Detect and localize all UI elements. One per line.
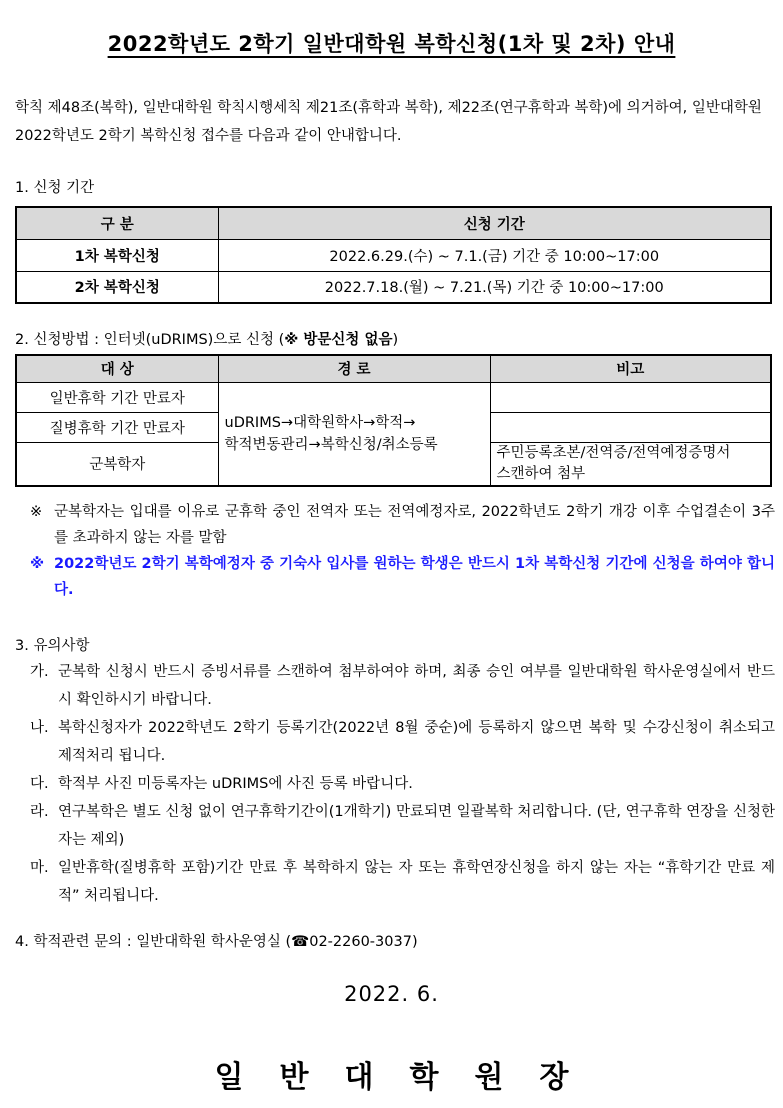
section2-heading-bold: ※ 방문신청 없음 bbox=[284, 332, 393, 348]
section2-heading-prefix: 2. 신청방법 : 인터넷(uDRIMS)으로 신청 ( bbox=[15, 332, 285, 348]
reference-mark: ※ bbox=[30, 504, 43, 520]
list-text: 복학신청자가 2022학년도 2학기 등록기간(2022년 8월 중순)에 등록하지 않으면 복학 및 수강신청이 취소되고 제적처리 됩니다. bbox=[58, 720, 775, 764]
list-text: 일반휴학(질병휴학 포함)기간 만료 후 복학하지 않는 자 또는 휴학연장신청을 하지 않는 자는 “휴학기간 만료 제적” 처리됩니다. bbox=[58, 860, 775, 904]
reference-mark: ※ bbox=[30, 556, 45, 572]
row-period: 2022.6.29.(수) ~ 7.1.(금) 기간 중 10:00~17:00 bbox=[218, 239, 771, 271]
list-item bbox=[30, 714, 775, 770]
table-row bbox=[16, 382, 771, 412]
notes-block bbox=[30, 499, 775, 603]
route-cell bbox=[218, 382, 490, 486]
col-header-target: 대 상 bbox=[16, 355, 218, 382]
target-cell: 질병휴학 기간 만료자 bbox=[16, 412, 218, 442]
list-text: 학적부 사진 미등록자는 uDRIMS에 사진 등록 바랍니다. bbox=[58, 776, 413, 792]
target-cell: 군복학자 bbox=[16, 442, 218, 486]
target-cell: 일반휴학 기간 만료자 bbox=[16, 382, 218, 412]
note-item-highlight bbox=[30, 551, 775, 603]
remark-cell-empty bbox=[490, 382, 771, 412]
table-row bbox=[16, 239, 771, 271]
list-text: 군복학 신청시 반드시 증빙서류를 스캔하여 첨부하여야 하며, 최종 승인 여부를 일반대학원 학사운영실에서 반드시 확인하시기 바랍니다. bbox=[58, 664, 775, 708]
list-marker: 나. bbox=[30, 720, 49, 736]
note-item bbox=[30, 499, 775, 551]
remark-line: 스캔하여 첨부 bbox=[496, 465, 586, 482]
row-label: 2차 복학신청 bbox=[16, 271, 218, 303]
list-text: 연구복학은 별도 신청 없이 연구휴학기간이(1개학기) 만료되면 일괄복학 처리합니다. (단, 연구휴학 연장을 신청한 자는 제외) bbox=[58, 804, 775, 848]
col-header-route: 경 로 bbox=[218, 355, 490, 382]
row-label: 1차 복학신청 bbox=[16, 239, 218, 271]
list-marker: 마. bbox=[30, 860, 49, 876]
section1-heading: 1. 신청 기간 bbox=[15, 180, 95, 196]
application-method-table bbox=[15, 354, 772, 487]
list-marker: 라. bbox=[30, 804, 49, 820]
phone-number: 02-2260-3037 bbox=[309, 934, 412, 950]
list-item bbox=[30, 854, 775, 910]
list-item bbox=[30, 658, 775, 714]
list-item bbox=[30, 770, 775, 798]
col-header-category: 구 분 bbox=[16, 207, 218, 239]
section2-heading-suffix: ) bbox=[392, 332, 399, 348]
remark-cell-empty bbox=[490, 412, 771, 442]
signature: 일반대학원장 bbox=[214, 1060, 605, 1095]
section4-heading bbox=[15, 930, 418, 951]
table-header-row bbox=[16, 355, 771, 382]
section4-prefix: 4. 학적관련 문의 : 일반대학원 학사운영실 ( bbox=[15, 934, 292, 950]
document-date: 2022. 6. bbox=[344, 982, 439, 1006]
list-item bbox=[30, 798, 775, 854]
section2-heading bbox=[15, 328, 398, 349]
section3-heading: 3. 유의사항 bbox=[15, 638, 90, 654]
list-marker: 다. bbox=[30, 776, 49, 792]
note-text: 군복학자는 입대를 이유로 군휴학 중인 전역자 또는 전역예정자로, 2022학년도 2학기 개강 이후 수업결손이 3주를 초과하지 않는 자를 말함 bbox=[54, 504, 775, 546]
table-row bbox=[16, 271, 771, 303]
route-line: 학적변동관리→복학신청/취소등록 bbox=[224, 436, 438, 453]
phone-icon: ☎ bbox=[291, 934, 310, 950]
caution-list bbox=[30, 658, 775, 910]
list-marker: 가. bbox=[30, 664, 49, 680]
col-header-period: 신청 기간 bbox=[218, 207, 771, 239]
col-header-remark: 비고 bbox=[490, 355, 771, 382]
remark-line: 주민등록초본/전역증/전역예정증명서 bbox=[496, 444, 731, 461]
application-period-table bbox=[15, 206, 772, 304]
page-title: 2022학년도 2학기 일반대학원 복학신청(1차 및 2차) 안내 bbox=[107, 32, 676, 56]
section4-suffix: ) bbox=[411, 934, 418, 950]
row-period: 2022.7.18.(월) ~ 7.21.(목) 기간 중 10:00~17:00 bbox=[218, 271, 771, 303]
table-header-row bbox=[16, 207, 771, 239]
note-text: 2022학년도 2학기 복학예정자 중 기숙사 입사를 원하는 학생은 반드시 1차 복학신청 기간에 신청을 하여야 합니다. bbox=[54, 556, 775, 598]
intro-paragraph: 학칙 제48조(복학), 일반대학원 학칙시행세칙 제21조(휴학과 복학), 제22조(연구휴학과 복학)에 의거하여, 일반대학원 2022학년도 2학기 복학신청 접수를 다음과 같이 안내합니다. bbox=[15, 100, 762, 144]
remark-cell bbox=[490, 442, 771, 486]
route-line: uDRIMS→대학원학사→학적→ bbox=[224, 414, 416, 431]
